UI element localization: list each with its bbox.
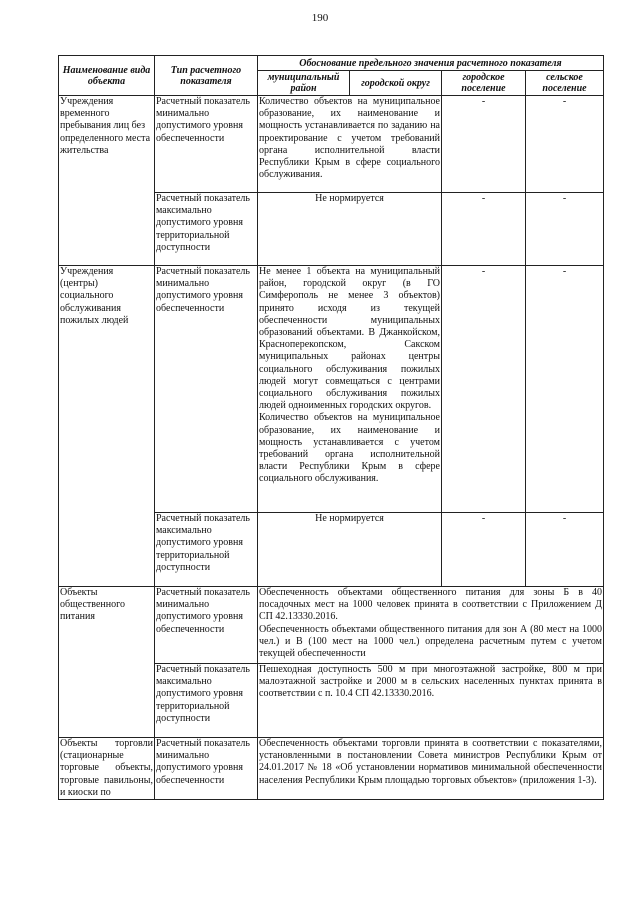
- header-basis: Обоснование предельного значения расчетного показателя: [258, 56, 604, 71]
- basis-cell: Не нормируется: [258, 193, 442, 266]
- header-city-district: городской округ: [350, 71, 442, 96]
- object-cell: Объекты торговли (стационарные торговые объекты, торговые павильоны, и киоски по: [60, 738, 153, 798]
- basis-cell: Пешеходная доступность 500 м при многоэтажной застройке, 800 м при малоэтажной застройке и 2000 м в сельских населенных пунктах принята в соответствии с п. 10.4 СП 42.13330.2016.: [258, 664, 604, 738]
- rural-cell: -: [526, 96, 604, 193]
- basis-paragraph: Количество объектов на муниципальное образование, их наименование и мощность устанавливается с учетом требований органа исполнительной власти Республики Крым в сфере социального обслуживания.: [259, 412, 440, 485]
- type-cell: Расчетный показатель минимально допустимого уровня обеспеченности: [155, 587, 258, 664]
- type-cell: Расчетный показатель минимально допустимого уровня обеспеченности: [155, 266, 258, 513]
- basis-cell: Не нормируется: [258, 513, 442, 587]
- object-cell: Объекты общественного питания: [59, 587, 155, 738]
- type-cell: Расчетный показатель максимально допустимого уровня территориальной доступности: [155, 193, 258, 266]
- basis-paragraph: Обеспеченность объектами общественного питания для зон А (80 мест на 1000 чел.) и В (100 мест на 1000 чел.) определена расчетным путем с учетом текущей обеспеченности: [259, 623, 602, 660]
- urban-cell: -: [442, 193, 526, 266]
- rural-cell: -: [526, 266, 604, 513]
- header-urban: городское поселение: [442, 71, 526, 96]
- type-cell: Расчетный показатель максимально допустимого уровня территориальной доступности: [155, 513, 258, 587]
- basis-cell: Количество объектов на муниципальное образование, их наименование и мощность устанавливается по заданию на проектирование с учетом требований органа исполнительной власти Республики Крым в сфере социального обслуживания.: [258, 96, 442, 193]
- rural-cell: -: [526, 193, 604, 266]
- regulation-table: [58, 55, 604, 800]
- urban-cell: -: [442, 96, 526, 193]
- header-object: Наименование вида объекта: [59, 56, 155, 96]
- header-type: Тип расчетного показателя: [155, 56, 258, 96]
- basis-paragraph: Не менее 1 объекта на муниципальный район, городской округ (в ГО Симферополь не менее 3 объектов) принято исходя из текущей обеспеченности муниципальных образований объектами. В Джанкойском, Красноперекопском, Сакском муниципальных районах центры социального обслуживания пожилых людей могут совмещаться с центрами социального обслуживания пожилых людей одноименных городских округов.: [259, 266, 440, 412]
- type-cell: Расчетный показатель минимально допустимого уровня обеспеченности: [155, 738, 258, 800]
- basis-cell: [258, 266, 442, 513]
- urban-cell: -: [442, 513, 526, 587]
- page-number: 190: [311, 12, 329, 24]
- header-rural: сельское поселение: [526, 71, 604, 96]
- header-mun-district: муниципальный район: [258, 71, 350, 96]
- object-cell: Учреждения временного пребывания лиц без определенного места жительства: [59, 96, 155, 266]
- object-cell: Учреждения (центры) социального обслуживания пожилых людей: [59, 266, 155, 587]
- basis-paragraph: Обеспеченность объектами общественного питания для зоны Б в 40 посадочных мест на 1000 человек принята в соответствии с Приложением Д СП 42.13330.2016.: [259, 587, 602, 623]
- basis-cell: [258, 587, 604, 664]
- type-cell: Расчетный показатель минимально допустимого уровня обеспеченности: [155, 96, 258, 193]
- type-cell: Расчетный показатель максимально допустимого уровня территориальной доступности: [155, 664, 258, 738]
- basis-cell: Обеспеченность объектами торговли принята в соответствии с показателями, установленными в постановлении Совета министров Республики Крым от 24.01.2017 № 18 «Об установлении нормативов минимальной обеспеченности населения Республики Крым площадью торговых объектов» (приложения 1-3).: [258, 738, 604, 800]
- rural-cell: -: [526, 513, 604, 587]
- urban-cell: -: [442, 266, 526, 513]
